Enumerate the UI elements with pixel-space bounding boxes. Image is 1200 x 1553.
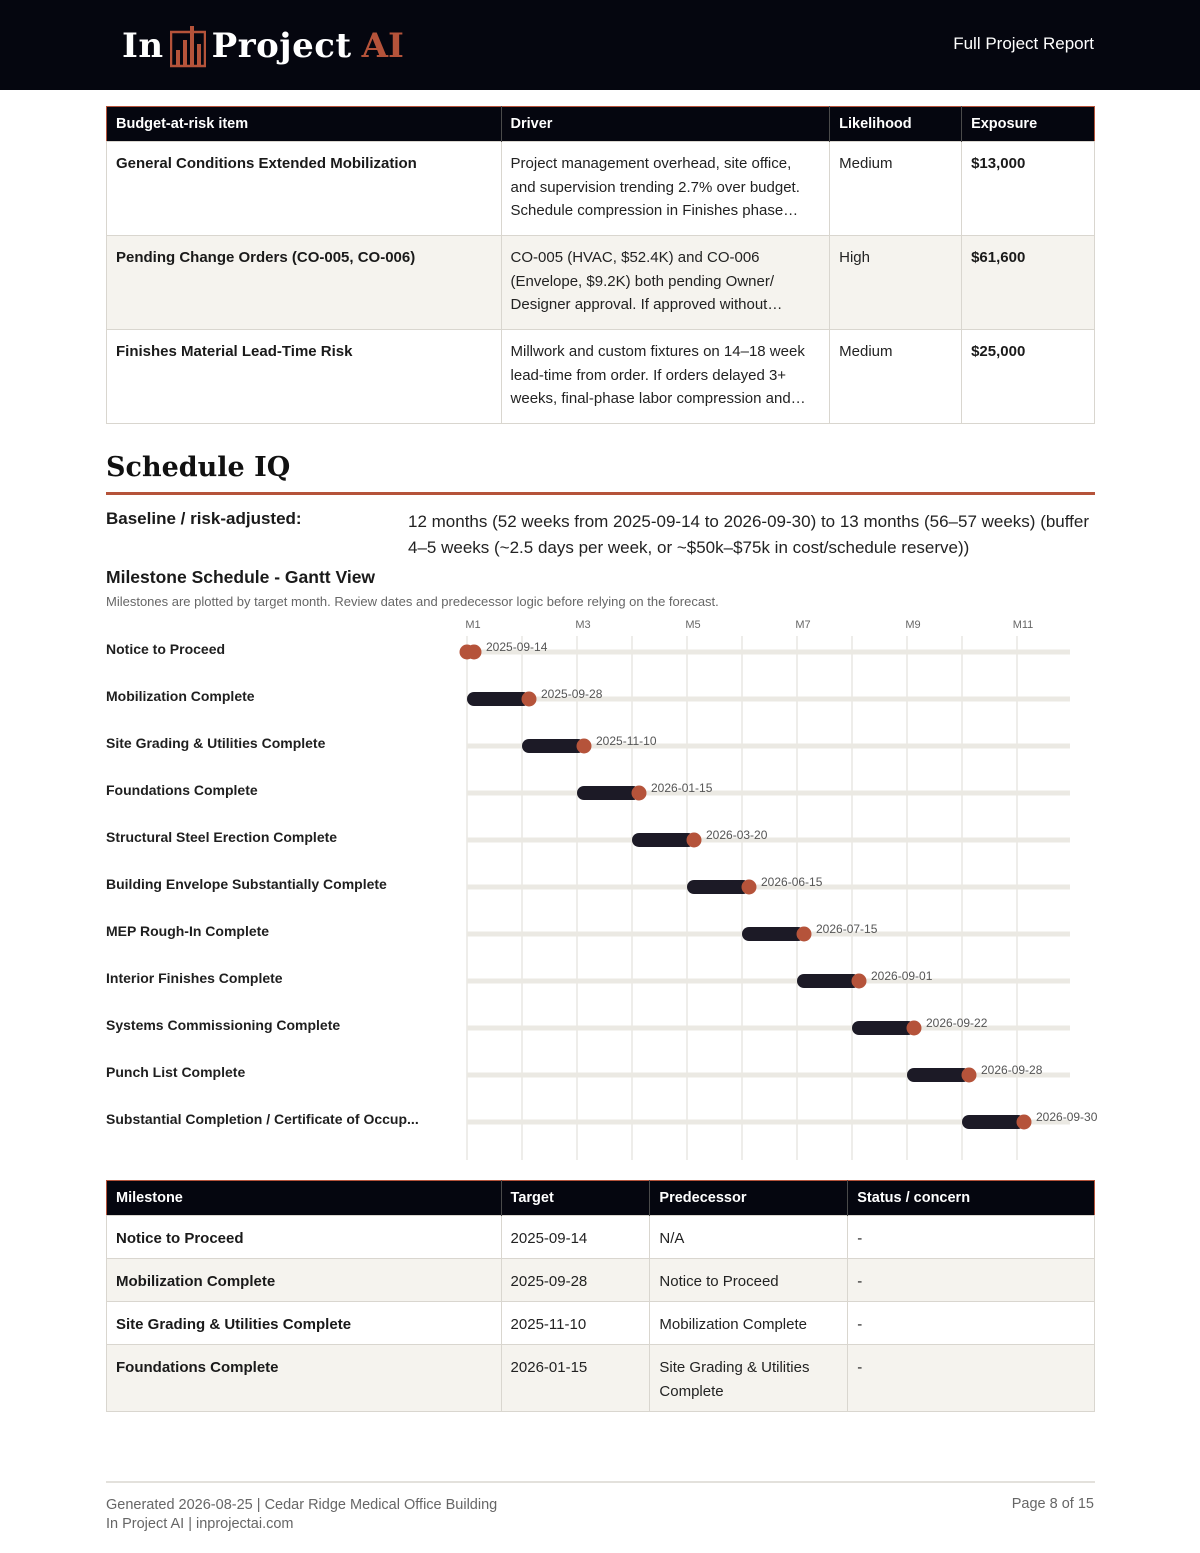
gantt-axis-tick: M7 <box>795 619 811 631</box>
gantt-title: Milestone Schedule - Gantt View <box>106 567 376 587</box>
logo-text-ai: AI <box>361 26 404 66</box>
gantt-row-label: Punch List Complete <box>106 1064 246 1080</box>
milestone-target: 2025-11-10 <box>501 1302 650 1345</box>
column-header-predecessor: Predecessor <box>650 1181 848 1216</box>
driver-line: Designer approval. If approved without… <box>510 296 783 313</box>
predecessor-line: Notice to Proceed <box>659 1273 779 1290</box>
driver-line: lead-time from order. If orders delayed 3+ <box>510 366 787 384</box>
driver-line: and supervision trending 2.7% over budget. <box>510 178 800 196</box>
report-title: Full Project Report <box>953 34 1094 53</box>
logo-text-in: In <box>122 26 164 66</box>
gantt-track <box>467 979 1070 984</box>
likelihood-badge: Medium <box>830 330 962 424</box>
gantt-milestone-marker <box>742 880 757 895</box>
gantt-row-label: Mobilization Complete <box>106 688 255 704</box>
likelihood-badge: Medium <box>830 142 962 236</box>
gantt-track <box>467 791 1070 796</box>
gantt-row-label: Site Grading & Utilities Complete <box>106 735 326 751</box>
gantt-milestone-marker <box>467 645 482 660</box>
gantt-bar <box>742 927 805 941</box>
gantt-bar <box>797 974 860 988</box>
table-row <box>107 1216 1095 1259</box>
risk-item: Pending Change Orders (CO-005, CO-006) <box>107 236 502 330</box>
footer-separator: | <box>252 1497 265 1513</box>
gantt-row-label: Building Envelope Substantially Complete <box>106 876 387 892</box>
predecessor-line: Site Grading & Utilities <box>659 1359 810 1376</box>
footer-info <box>106 1496 497 1534</box>
gantt-axis-tick: M11 <box>1012 619 1034 631</box>
milestone-status: - <box>848 1302 1095 1345</box>
gantt-milestone-marker <box>522 692 537 707</box>
gantt-bar <box>577 786 640 800</box>
gantt-row-label: Foundations Complete <box>106 782 258 798</box>
gantt-date-label: 2025-11-10 <box>596 734 657 748</box>
gantt-date-label: 2026-07-15 <box>816 922 878 936</box>
gantt-bar <box>687 880 750 894</box>
milestone-target: 2025-09-14 <box>501 1216 650 1259</box>
gantt-bar <box>852 1021 915 1035</box>
driver-line: Schedule compression in Finishes phase… <box>510 202 799 219</box>
gantt-track <box>467 838 1070 843</box>
predecessor-line: Complete <box>659 1382 724 1400</box>
page-number: Page 8 of 15 <box>1011 1496 1094 1512</box>
table-row <box>107 1345 1095 1412</box>
gantt-date-label: 2026-09-28 <box>981 1063 1043 1077</box>
predecessor-line: N/A <box>659 1230 685 1247</box>
gantt-milestone-marker <box>852 974 867 989</box>
column-header-status: Status / concern <box>848 1181 1095 1216</box>
gantt-date-label: 2026-03-20 <box>706 828 768 842</box>
column-header-exposure: Exposure <box>962 107 1095 142</box>
gantt-date-label: 2025-09-28 <box>541 687 603 701</box>
milestone-status: - <box>848 1345 1095 1412</box>
column-header-likelihood: Likelihood <box>830 107 962 142</box>
gantt-date-label: 2026-06-15 <box>761 875 823 889</box>
gantt-milestone-marker <box>577 739 592 754</box>
exposure-value: $25,000 <box>962 330 1095 424</box>
risk-item: Finishes Material Lead-Time Risk <box>107 330 502 424</box>
gantt-date-label: 2026-09-30 <box>1036 1110 1098 1124</box>
gantt-row-label: Substantial Completion / Certificate of Occup... <box>106 1111 419 1127</box>
gantt-date-label: 2026-09-22 <box>926 1016 988 1030</box>
milestone-status: - <box>848 1259 1095 1302</box>
driver-line: CO-005 (HVAC, $52.4K) and CO-006 <box>510 249 760 266</box>
driver-line: (Envelope, $9.2K) both pending Owner/ <box>510 272 775 290</box>
gantt-milestone-marker <box>962 1068 977 1083</box>
column-header-target: Target <box>501 1181 650 1216</box>
milestone-table <box>106 1180 1095 1412</box>
gantt-date-label: 2026-09-01 <box>871 969 933 983</box>
gantt-bar <box>467 692 530 706</box>
predecessor-line: Mobilization Complete <box>659 1316 807 1333</box>
gantt-subtitle: Milestones are plotted by target month. Review dates and predecessor logic before relying on the forecast. <box>106 594 719 609</box>
gantt-bar <box>632 833 695 847</box>
gantt-milestone-marker <box>1017 1115 1032 1130</box>
milestone-name: Mobilization Complete <box>107 1259 502 1302</box>
gantt-date-label: 2025-09-14 <box>486 640 548 654</box>
gantt-bar <box>962 1115 1025 1129</box>
milestone-status: - <box>848 1216 1095 1259</box>
logo-text-project: Project <box>211 26 352 66</box>
milestone-name: Notice to Proceed <box>107 1216 502 1259</box>
gantt-bar <box>522 739 585 753</box>
gantt-milestone-marker <box>797 927 812 942</box>
baseline-label: Baseline / risk-adjusted: <box>106 509 302 528</box>
gantt-milestone-marker <box>632 786 647 801</box>
column-header-milestone: Milestone <box>107 1181 502 1216</box>
footer-divider <box>106 1481 1095 1483</box>
likelihood-badge: High <box>830 236 962 330</box>
milestone-predecessor <box>650 1345 848 1412</box>
milestone-predecessor <box>650 1302 848 1345</box>
gantt-track <box>467 650 1070 655</box>
footer-generated: Generated 2026-08-25 <box>106 1497 253 1513</box>
exposure-value: $13,000 <box>962 142 1095 236</box>
baseline-value: 12 months (52 weeks from 2025-09-14 to 2026-09-30) to 13 months (56–57 weeks) (buffer 4–5 weeks (~2.5 days per week, or ~$50k–$75k in cost/schedule reserve)) <box>408 512 1090 557</box>
milestone-target: 2025-09-28 <box>501 1259 650 1302</box>
footer-brand: In Project AI | inprojectai.com <box>106 1516 294 1532</box>
milestone-predecessor <box>650 1259 848 1302</box>
table-row <box>107 1259 1095 1302</box>
driver-line: weeks, final-phase labor compression and… <box>510 390 806 407</box>
gantt-axis-tick: M1 <box>465 619 481 631</box>
gantt-axis-tick: M3 <box>575 619 591 631</box>
gantt-axis-tick: M5 <box>685 619 701 631</box>
milestone-predecessor <box>650 1216 848 1259</box>
milestone-name: Foundations Complete <box>107 1345 502 1412</box>
gantt-row-label: Systems Commissioning Complete <box>106 1017 341 1033</box>
milestone-name: Site Grading & Utilities Complete <box>107 1302 502 1345</box>
gantt-row-label: Structural Steel Erection Complete <box>106 829 338 845</box>
section-title: Schedule IQ <box>106 452 291 483</box>
gantt-row-label: Notice to Proceed <box>106 641 226 657</box>
exposure-value: $61,600 <box>962 236 1095 330</box>
driver-line: Millwork and custom fixtures on 14–18 week <box>510 343 805 360</box>
table-row <box>107 1302 1095 1345</box>
gantt-track <box>467 1073 1070 1078</box>
driver-line: Project management overhead, site office, <box>510 155 792 172</box>
column-header-item: Budget-at-risk item <box>107 107 502 142</box>
gantt-milestone-marker <box>907 1021 922 1036</box>
risk-item: General Conditions Extended Mobilization <box>107 142 502 236</box>
milestone-target: 2026-01-15 <box>501 1345 650 1412</box>
gantt-date-label: 2026-01-15 <box>651 781 713 795</box>
gantt-row-label: Interior Finishes Complete <box>106 970 283 986</box>
gantt-axis-tick: M9 <box>905 619 921 631</box>
column-header-driver: Driver <box>501 107 830 142</box>
gantt-row-label: MEP Rough-In Complete <box>106 923 270 939</box>
gantt-milestone-marker <box>687 833 702 848</box>
gantt-bar <box>907 1068 970 1082</box>
footer-project: Cedar Ridge Medical Office Building <box>264 1497 498 1513</box>
